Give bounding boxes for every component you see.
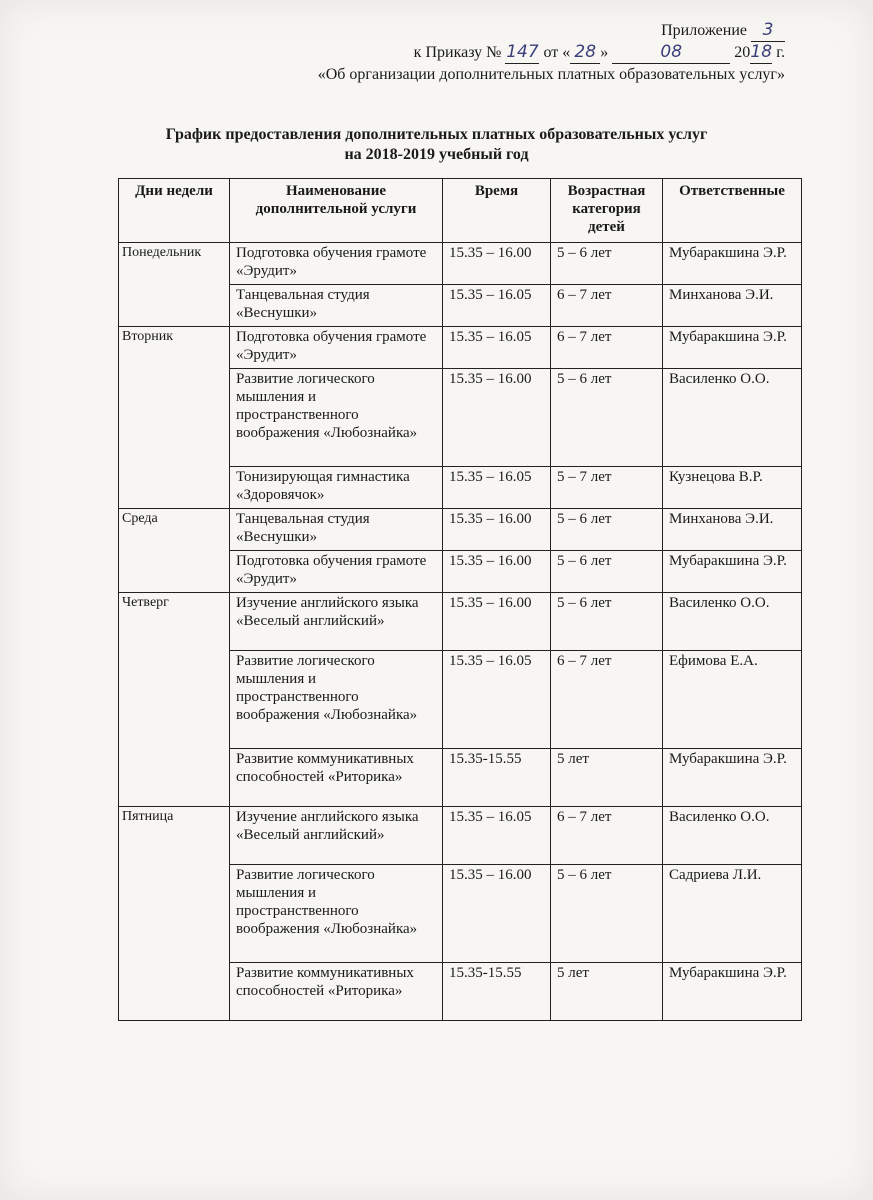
responsible-cell: Мубаракшина Э.Р. <box>663 749 802 807</box>
time-cell: 15.35 – 16.05 <box>443 285 551 327</box>
responsible-cell: Минханова Э.И. <box>663 509 802 551</box>
responsible-cell: Мубаракшина Э.Р. <box>663 243 802 285</box>
time-cell: 15.35 – 16.05 <box>443 651 551 749</box>
responsible-cell: Мубаракшина Э.Р. <box>663 551 802 593</box>
table-row <box>119 243 802 285</box>
responsible-cell: Мубаракшина Э.Р. <box>663 963 802 1021</box>
order-year-suffix: 18 <box>750 42 773 62</box>
time-cell: 15.35 – 16.00 <box>443 509 551 551</box>
age-cell: 5 – 6 лет <box>551 243 663 285</box>
age-cell: 5 – 6 лет <box>551 865 663 963</box>
time-cell: 15.35 – 16.05 <box>443 467 551 509</box>
service-cell: Изучение английского языка «Веселый английский» <box>230 593 443 651</box>
order-day-close: » <box>600 44 609 61</box>
time-cell: 15.35-15.55 <box>443 749 551 807</box>
table-header-row <box>119 179 802 243</box>
service-cell: Танцевальная студия «Веснушки» <box>230 509 443 551</box>
time-cell: 15.35 – 16.00 <box>443 369 551 467</box>
table-row <box>119 509 802 551</box>
responsible-cell: Мубаракшина Э.Р. <box>663 327 802 369</box>
age-cell: 6 – 7 лет <box>551 327 663 369</box>
table-row <box>119 593 802 651</box>
table-row <box>119 327 802 369</box>
time-cell: 15.35 – 16.05 <box>443 327 551 369</box>
day-cell: Пятница <box>119 807 230 1021</box>
time-cell: 15.35 – 16.00 <box>443 593 551 651</box>
service-cell: Развитие логического мышления и пространственного воображения «Любознайка» <box>230 865 443 963</box>
title-line-1: График предоставления дополнительных платных образовательных услуг <box>165 126 708 143</box>
age-cell: 5 лет <box>551 963 663 1021</box>
title-line-2: на 2018-2019 учебный год <box>344 146 529 163</box>
order-month: 08 <box>612 42 730 64</box>
header-day: Дни недели <box>119 179 230 243</box>
appendix-label: Приложение <box>661 22 747 39</box>
day-cell: Среда <box>119 509 230 593</box>
header-age: Возрастная категория детей <box>551 179 663 243</box>
day-cell: Четверг <box>119 593 230 807</box>
order-from: от « <box>543 44 571 61</box>
age-cell: 5 – 6 лет <box>551 593 663 651</box>
appendix-header <box>318 20 785 85</box>
appendix-number: 3 <box>751 20 785 42</box>
document-title <box>0 125 873 165</box>
service-cell: Изучение английского языка «Веселый английский» <box>230 807 443 865</box>
header-responsible: Ответственные <box>663 179 802 243</box>
age-cell: 5 – 7 лет <box>551 467 663 509</box>
order-year-unit: г. <box>776 44 785 61</box>
responsible-cell: Кузнецова В.Р. <box>663 467 802 509</box>
time-cell: 15.35 – 16.05 <box>443 807 551 865</box>
age-cell: 6 – 7 лет <box>551 651 663 749</box>
time-cell: 15.35 – 16.00 <box>443 243 551 285</box>
time-cell: 15.35-15.55 <box>443 963 551 1021</box>
time-cell: 15.35 – 16.00 <box>443 551 551 593</box>
responsible-cell: Минханова Э.И. <box>663 285 802 327</box>
responsible-cell: Василенко О.О. <box>663 369 802 467</box>
service-cell: Танцевальная студия «Веснушки» <box>230 285 443 327</box>
age-cell: 6 – 7 лет <box>551 807 663 865</box>
service-cell: Тонизирующая гимнастика «Здоровячок» <box>230 467 443 509</box>
age-cell: 6 – 7 лет <box>551 285 663 327</box>
service-cell: Развитие коммуникативных способностей «Риторика» <box>230 963 443 1021</box>
header-service: Наименование дополнительной услуги <box>230 179 443 243</box>
age-cell: 5 – 6 лет <box>551 551 663 593</box>
service-cell: Подготовка обучения грамоте «Эрудит» <box>230 551 443 593</box>
responsible-cell: Садриева Л.И. <box>663 865 802 963</box>
responsible-cell: Ефимова Е.А. <box>663 651 802 749</box>
order-subject: «Об организации дополнительных платных образовательных услуг» <box>317 66 785 83</box>
service-cell: Развитие коммуникативных способностей «Риторика» <box>230 749 443 807</box>
schedule-table <box>118 178 802 1021</box>
appendix-line <box>318 20 785 42</box>
order-day: 28 <box>570 42 600 64</box>
header-time: Время <box>443 179 551 243</box>
order-year-prefix: 20 <box>734 44 751 61</box>
age-cell: 5 – 6 лет <box>551 509 663 551</box>
responsible-cell: Василенко О.О. <box>663 593 802 651</box>
age-cell: 5 – 6 лет <box>551 369 663 467</box>
order-number: 147 <box>506 42 539 62</box>
service-cell: Развитие логического мышления и пространственного воображения «Любознайка» <box>230 369 443 467</box>
table-row <box>119 807 802 865</box>
service-cell: Подготовка обучения грамоте «Эрудит» <box>230 243 443 285</box>
day-cell: Вторник <box>119 327 230 509</box>
service-cell: Развитие логического мышления и пространственного воображения «Любознайка» <box>230 651 443 749</box>
responsible-cell: Василенко О.О. <box>663 807 802 865</box>
day-cell: Понедельник <box>119 243 230 327</box>
order-line <box>318 42 785 64</box>
order-prefix: к Приказу № <box>413 44 502 61</box>
time-cell: 15.35 – 16.00 <box>443 865 551 963</box>
age-cell: 5 лет <box>551 749 663 807</box>
service-cell: Подготовка обучения грамоте «Эрудит» <box>230 327 443 369</box>
